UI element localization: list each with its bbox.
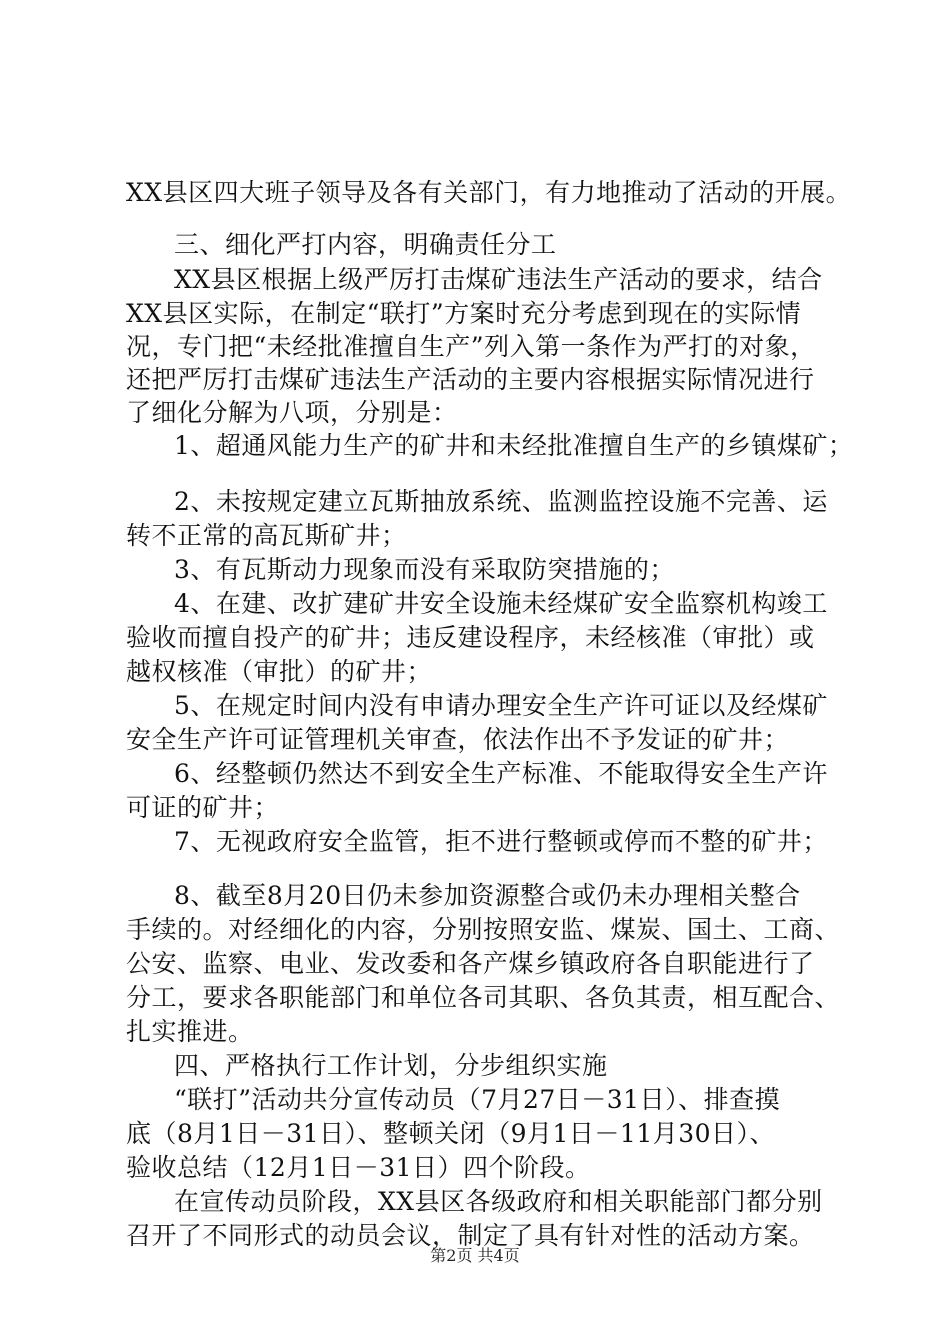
text-line: 了细化分解为八项，分别是：	[126, 398, 458, 427]
text-line: 验收而擅自投产的矿井；违反建设程序，未经核准（审批）或	[126, 623, 815, 652]
section-heading: 三、细化严打内容，明确责任分工	[174, 230, 557, 259]
list-item: 7、无视政府安全监管，拒不进行整顿或停而不整的矿井；	[174, 827, 828, 856]
section-heading: 四、严格执行工作计划，分步组织实施	[174, 1051, 608, 1080]
text-line: 手续的。对经细化的内容，分别按照安监、煤炭、国土、工商、	[126, 915, 841, 944]
list-item: 8、截至8月20日仍未参加资源整合或仍未办理相关整合	[174, 881, 801, 910]
text-line: XX县区根据上级严厉打击煤矿违法生产活动的要求，结合	[174, 265, 823, 294]
list-item: 6、经整顿仍然达不到安全生产标准、不能取得安全生产许	[174, 759, 828, 788]
text-line: 验收总结（12月1日－31日）四个阶段。	[126, 1153, 591, 1182]
text-line: 底（8月1日－31日）、整顿关闭（9月1日－11月30日）、	[126, 1119, 776, 1148]
text-line: 召开了不同形式的动员会议，制定了具有针对性的活动方案。	[126, 1221, 815, 1250]
text-line: 分工，要求各职能部门和单位各司其职、各负其责，相互配合、	[126, 983, 841, 1012]
text-line: XX县区四大班子领导及各有关部门，有力地推动了活动的开展。	[126, 178, 852, 207]
list-item: 4、在建、改扩建矿井安全设施未经煤矿安全监察机构竣工	[174, 589, 828, 618]
page-number: 第2页 共4页	[430, 1246, 520, 1265]
list-item: 1、超通风能力生产的矿井和未经批准擅自生产的乡镇煤矿；	[174, 431, 854, 460]
text-line: 可证的矿井；	[126, 793, 280, 822]
text-line: 转不正常的高瓦斯矿井；	[126, 521, 407, 550]
text-line: 越权核准（审批）的矿井；	[126, 657, 433, 686]
text-line: 公安、监察、电业、发改委和各产煤乡镇政府各自职能进行了	[126, 949, 815, 978]
text-line: XX县区实际，在制定“联打”方案时充分考虑到现在的实际情	[126, 299, 802, 328]
text-line: 安全生产许可证管理机关审查，依法作出不予发证的矿井；	[126, 725, 790, 754]
list-item: 5、在规定时间内没有申请办理安全生产许可证以及经煤矿	[174, 691, 828, 720]
text-line: 况，专门把“未经批准擅自生产”列入第一条作为严打的对象，	[126, 332, 816, 361]
text-line: “联打”活动共分宣传动员（7月27日－31日）、排查摸	[174, 1085, 781, 1114]
text-line: 在宣传动员阶段，XX县区各级政府和相关职能部门都分别	[174, 1187, 823, 1216]
list-item: 2、未按规定建立瓦斯抽放系统、监测监控设施不完善、运	[174, 487, 828, 516]
text-line: 扎实推进。	[126, 1017, 254, 1046]
list-item: 3、有瓦斯动力现象而没有采取防突措施的；	[174, 555, 675, 584]
text-line: 还把严厉打击煤矿违法生产活动的主要内容根据实际情况进行	[126, 365, 815, 394]
